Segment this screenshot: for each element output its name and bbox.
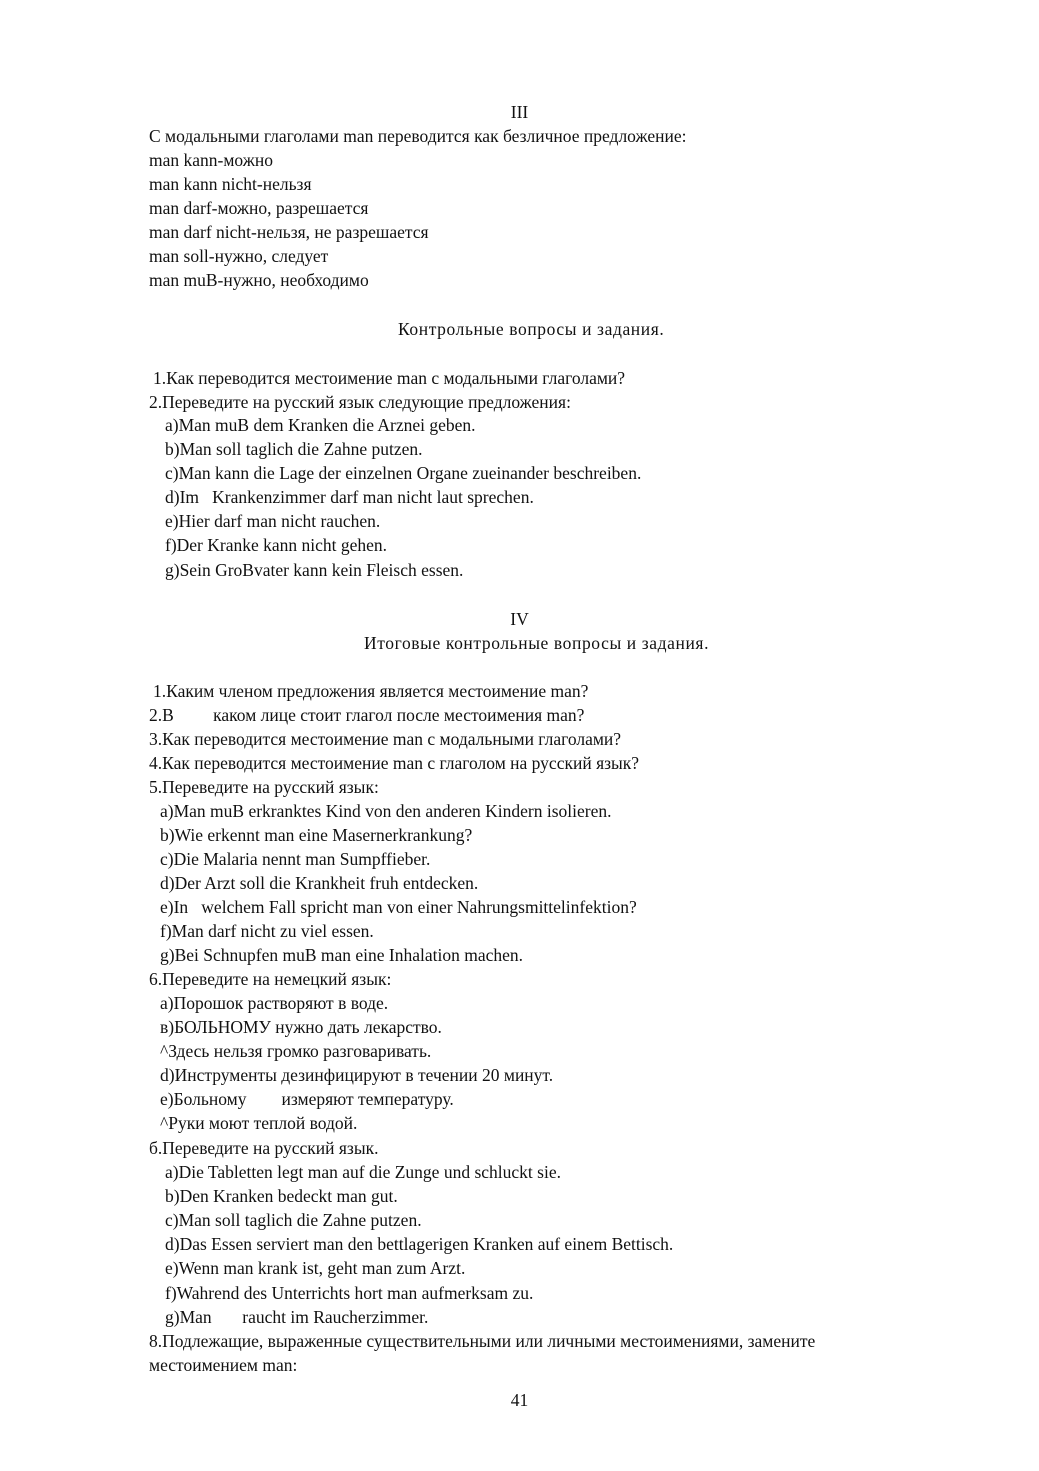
final-line: 1.Каким членом предложения является местоимение man? (153, 681, 589, 701)
final-line: 8.Подлежащие, выраженные существительными или личными местоимениями, замените (149, 1331, 816, 1351)
section-iv-title: Итоговые контрольные вопросы и задания. (364, 633, 710, 653)
rule-line: man kann nicht-нельзя (149, 174, 312, 194)
control-line: d)Im Krankenzimmer darf man nicht laut sprechen. (165, 487, 534, 507)
section-numeral-iii: III (510, 102, 529, 122)
rule-line: man muB-нужно, необходимо (149, 270, 369, 290)
rule-line: man darf nicht-нельзя, не разрешается (149, 222, 429, 242)
final-line: e)Больному измеряют температуру. (160, 1089, 454, 1109)
final-line: ^Здесь нельзя громко разговаривать. (160, 1041, 432, 1061)
final-line: б.Переведите на русский язык. (149, 1138, 379, 1158)
control-line: g)Sein GroBvater kann kein Fleisch essen. (165, 560, 464, 580)
final-line: g)Bei Schnupfen muB man eine Inhalation machen. (160, 945, 524, 965)
final-line: ^Руки моют теплой водой. (160, 1113, 358, 1133)
control-line: c)Man kann die Lage der einzelnen Organe zueinander beschreiben. (165, 463, 642, 483)
rule-line: man kann-можно (149, 150, 273, 170)
page-number: 41 (510, 1390, 529, 1410)
control-line: 1.Как переводится местоимение man с модальными глаголами? (153, 368, 626, 388)
rule-line: man soll-нужно, следует (149, 246, 329, 266)
section-iii-intro: С модальными глаголами man переводится как безличное предложение: (149, 126, 687, 146)
final-line: f)Wahrend des Unterrichts hort man aufmerksam zu. (165, 1283, 534, 1303)
final-line: e)Wenn man krank ist, geht man zum Arzt. (165, 1258, 466, 1278)
final-line: местоимением man: (149, 1355, 298, 1375)
final-line: 5.Переведите на русский язык: (149, 777, 379, 797)
control-line: 2.Переведите на русский язык следующие предложения: (149, 392, 571, 412)
final-line: в)БОЛЬНОМУ нужно дать лекарство. (160, 1017, 442, 1037)
control-line: a)Man muB dem Kranken die Arznei geben. (165, 415, 476, 435)
final-line: 4.Как переводится местоимение man с глаголом на русский язык? (149, 753, 640, 773)
final-line: g)Man raucht im Raucherzimmer. (165, 1307, 429, 1327)
final-line: b)Den Kranken bedeckt man gut. (165, 1186, 398, 1206)
final-line: a)Die Tabletten legt man auf die Zunge und schluckt sie. (165, 1162, 561, 1182)
final-line: a)Man muB erkranktes Kind von den anderen Kindern isolieren. (160, 801, 612, 821)
section-numeral-iv: IV (510, 609, 529, 629)
final-line: c)Die Malaria nennt man Sumpffieber. (160, 849, 431, 869)
final-line: a)Порошок растворяют в воде. (160, 993, 389, 1013)
final-line: b)Wie erkennt man eine Masernerkrankung? (160, 825, 473, 845)
final-line: d)Das Essen serviert man den bettlagerigen Kranken auf einem Bettisch. (165, 1234, 674, 1254)
final-line: c)Man soll taglich die Zahne putzen. (165, 1210, 422, 1230)
control-line: f)Der Kranke kann nicht gehen. (165, 535, 388, 555)
control-line: e)Hier darf man nicht rauchen. (165, 511, 381, 531)
final-line: d)Der Arzt soll die Krankheit fruh entdecken. (160, 873, 479, 893)
control-title: Контрольные вопросы и задания. (398, 319, 665, 339)
final-line: d)Инструменты дезинфицируют в течении 20 минут. (160, 1065, 554, 1085)
control-line: b)Man soll taglich die Zahne putzen. (165, 439, 423, 459)
final-line: e)In welchem Fall spricht man von einer Nahrungsmittelinfektion? (160, 897, 637, 917)
rule-line: man darf-можно, разрешается (149, 198, 369, 218)
final-line: 6.Переведите на немецкий язык: (149, 969, 392, 989)
final-line: f)Man darf nicht zu viel essen. (160, 921, 374, 941)
final-line: 3.Как переводится местоимение man с модальными глаголами? (149, 729, 622, 749)
final-line: 2.В каком лице стоит глагол после местоимения man? (149, 705, 585, 725)
